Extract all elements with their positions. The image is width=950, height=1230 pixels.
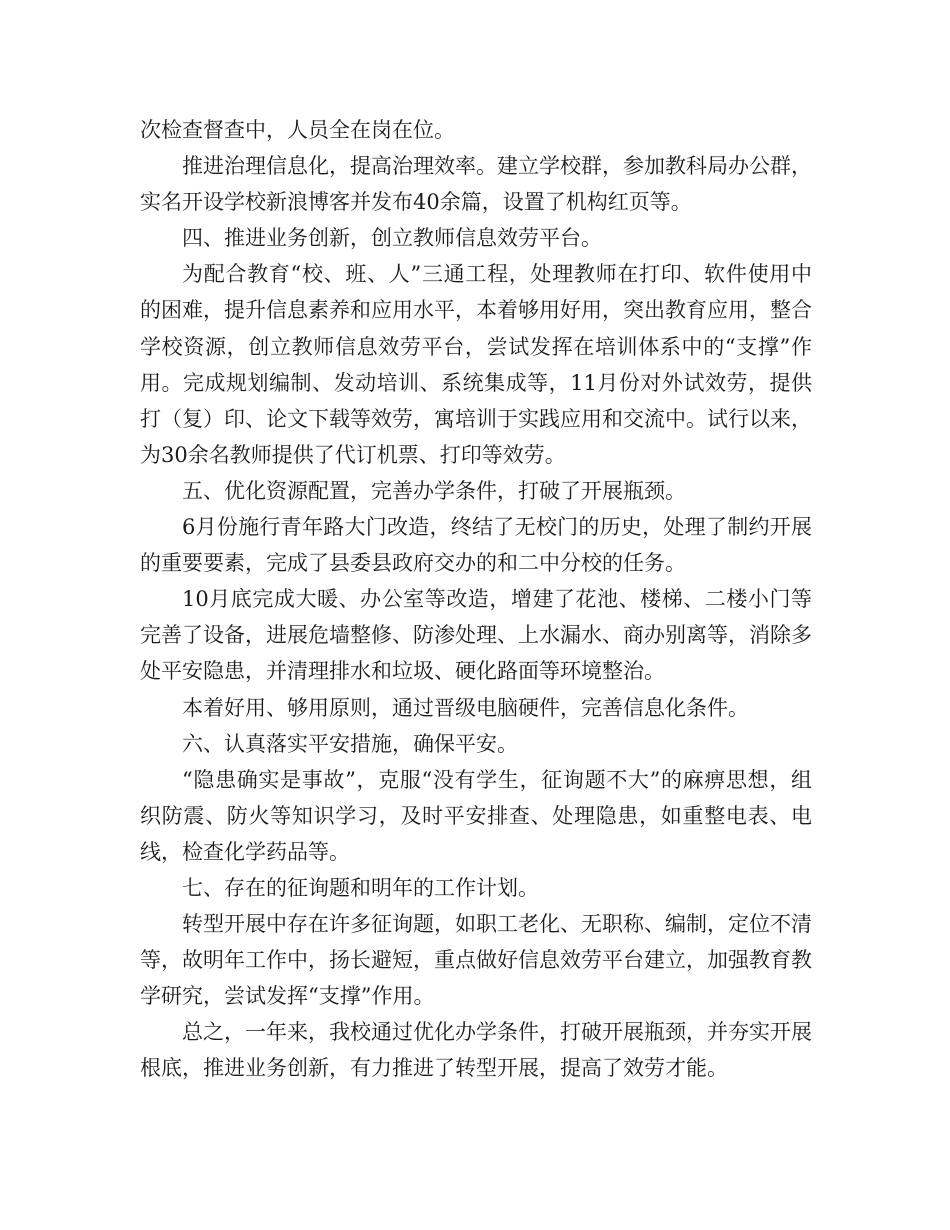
paragraph-october-renovation: 10月底完成大暖、办公室等改造，增建了花池、楼梯、二楼小门等完善了设备，进展危墙整修、防渗处理、上水漏水、商办别离等，消除多处平安隐患，并清理排水和垃圾、硬化路面等环境整治。 <box>140 587 812 684</box>
document-body <box>140 112 812 1087</box>
section-heading-5: 五、优化资源配置，完善办学条件，打破了开展瓶颈。 <box>182 478 686 503</box>
section-heading-6: 六、认真落实平安措施，确保平安。 <box>182 731 518 756</box>
paragraph-service-platform: 为配合教育“校、班、人”三通工程，处理教师在打印、软件使用中的困难，提升信息素养和应用水平，本着够用好用，突出教育应用，整合学校资源，创立教师信息效劳平台，尝试发挥在培训体系中的“支撑”作用。完成规划编制、发动培训、系统集成等，11月份对外试效劳，提供打（复）印、论文下载等效劳，寓培训于实践应用和交流中。试行以来，为30余名教师提供了代订机票、打印等效劳。 <box>140 262 812 467</box>
section-heading-4: 四、推进业务创新，创立教师信息效劳平台。 <box>182 226 602 251</box>
paragraph-hardware-upgrade: 本着好用、够用原则，通过晋级电脑硬件，完善信息化条件。 <box>182 695 749 720</box>
paragraph-safety: “隐患确实是事故”，克服“没有学生，征询题不大”的麻痹思想，组织防震、防火等知识学习，及时平安排查、处理隐患，如重整电表、电线，检查化学药品等。 <box>140 767 812 864</box>
paragraph-informatization: 推进治理信息化，提高治理效率。建立学校群，参加教科局办公群，实名开设学校新浪博客并发布40余篇，设置了机构红页等。 <box>140 154 812 215</box>
paragraph-gate-renovation: 6月份施行青年路大门改造，终结了无校门的历史，处理了制约开展的重要要素，完成了县委县政府交办的和二中分校的任务。 <box>140 515 812 576</box>
paragraph-problems-plan: 转型开展中存在许多征询题，如职工老化、无职称、编制，定位不清等，故明年工作中，扬长避短，重点做好信息效劳平台建立，加强教育教学研究，尝试发挥“支撑”作用。 <box>140 912 812 1009</box>
paragraph-continuation: 次检查督查中，人员全在岗在位。 <box>140 118 455 142</box>
section-heading-7: 七、存在的征询题和明年的工作计划。 <box>182 875 539 900</box>
paragraph-conclusion: 总之，一年来，我校通过优化办学条件，打破开展瓶颈，并夯实开展根底，推进业务创新，有力推进了转型开展，提高了效劳才能。 <box>140 1020 812 1081</box>
